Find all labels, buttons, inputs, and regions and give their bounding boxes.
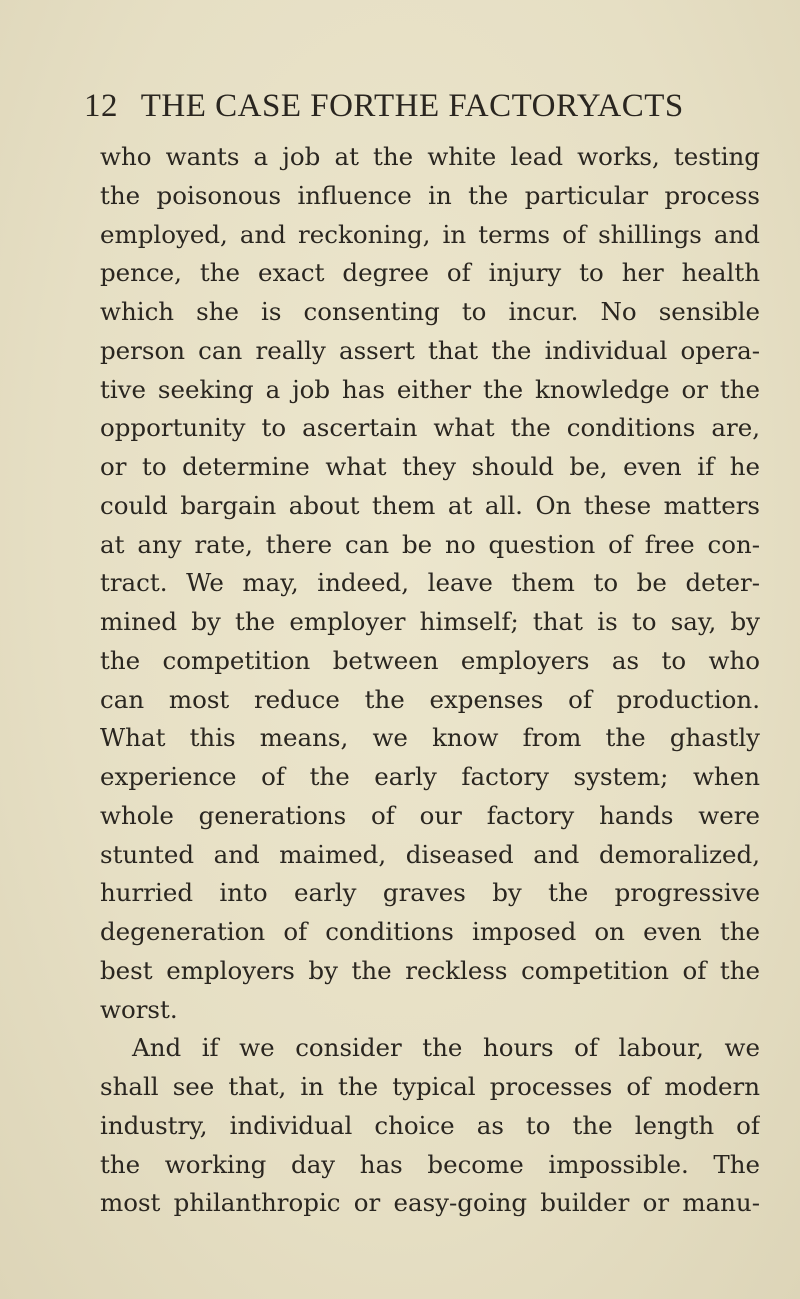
text-line: What this means, we know from the ghastly bbox=[100, 723, 760, 753]
text-line: hurried into early graves by the progressive bbox=[100, 878, 760, 908]
text-line: opportunity to ascertain what the conditions are, bbox=[100, 413, 760, 443]
text-line: person can really assert that the individual opera- bbox=[100, 335, 760, 365]
text-line: can most reduce the expenses of production. bbox=[100, 684, 760, 714]
running-head bbox=[84, 86, 764, 126]
text-line: tive seeking a job has either the knowledge or the bbox=[100, 374, 760, 404]
text-line: the working day has become impossible. The bbox=[100, 1149, 760, 1179]
text-line: the poisonous influence in the particular process bbox=[100, 180, 760, 210]
text-line: pence, the exact degree of injury to her health bbox=[100, 258, 760, 288]
text-line: at any rate, there can be no question of free con- bbox=[100, 529, 760, 559]
text-line: And if we consider the hours of labour, we bbox=[132, 1033, 760, 1063]
text-line: stunted and maimed, diseased and demoralized, bbox=[100, 839, 760, 869]
text-line: the competition between employers as to who bbox=[100, 645, 760, 675]
text-line: most philanthropic or easy-going builder or manu- bbox=[100, 1188, 760, 1218]
text-line: who wants a job at the white lead works, testing bbox=[100, 142, 760, 171]
text-line: whole generations of our factory hands were bbox=[100, 800, 760, 830]
running-title: THE CASE FORTHE FACTORYACTS bbox=[140, 88, 684, 124]
text-line: experience of the early factory system; when bbox=[100, 762, 760, 791]
text-line: tract. We may, indeed, leave them to be deter- bbox=[100, 568, 760, 598]
text-line: best employers by the reckless competition of the bbox=[100, 955, 760, 985]
text-line: which she is consenting to incur. No sensible bbox=[100, 297, 760, 326]
text-line: worst. bbox=[100, 994, 178, 1024]
text-line: shall see that, in the typical processes of modern bbox=[100, 1072, 760, 1101]
text-line: degeneration of conditions imposed on even the bbox=[100, 917, 760, 946]
text-line: employed, and reckoning, in terms of shillings and bbox=[100, 219, 760, 249]
text-line: mined by the employer himself; that is to say, by bbox=[100, 607, 760, 636]
text-line: could bargain about them at all. On these matters bbox=[100, 490, 760, 520]
text-line: industry, individual choice as to the length of bbox=[100, 1110, 760, 1140]
body-text bbox=[100, 138, 760, 1223]
page-number: 12 bbox=[84, 88, 118, 124]
text-line: or to determine what they should be, even if he bbox=[100, 452, 760, 481]
